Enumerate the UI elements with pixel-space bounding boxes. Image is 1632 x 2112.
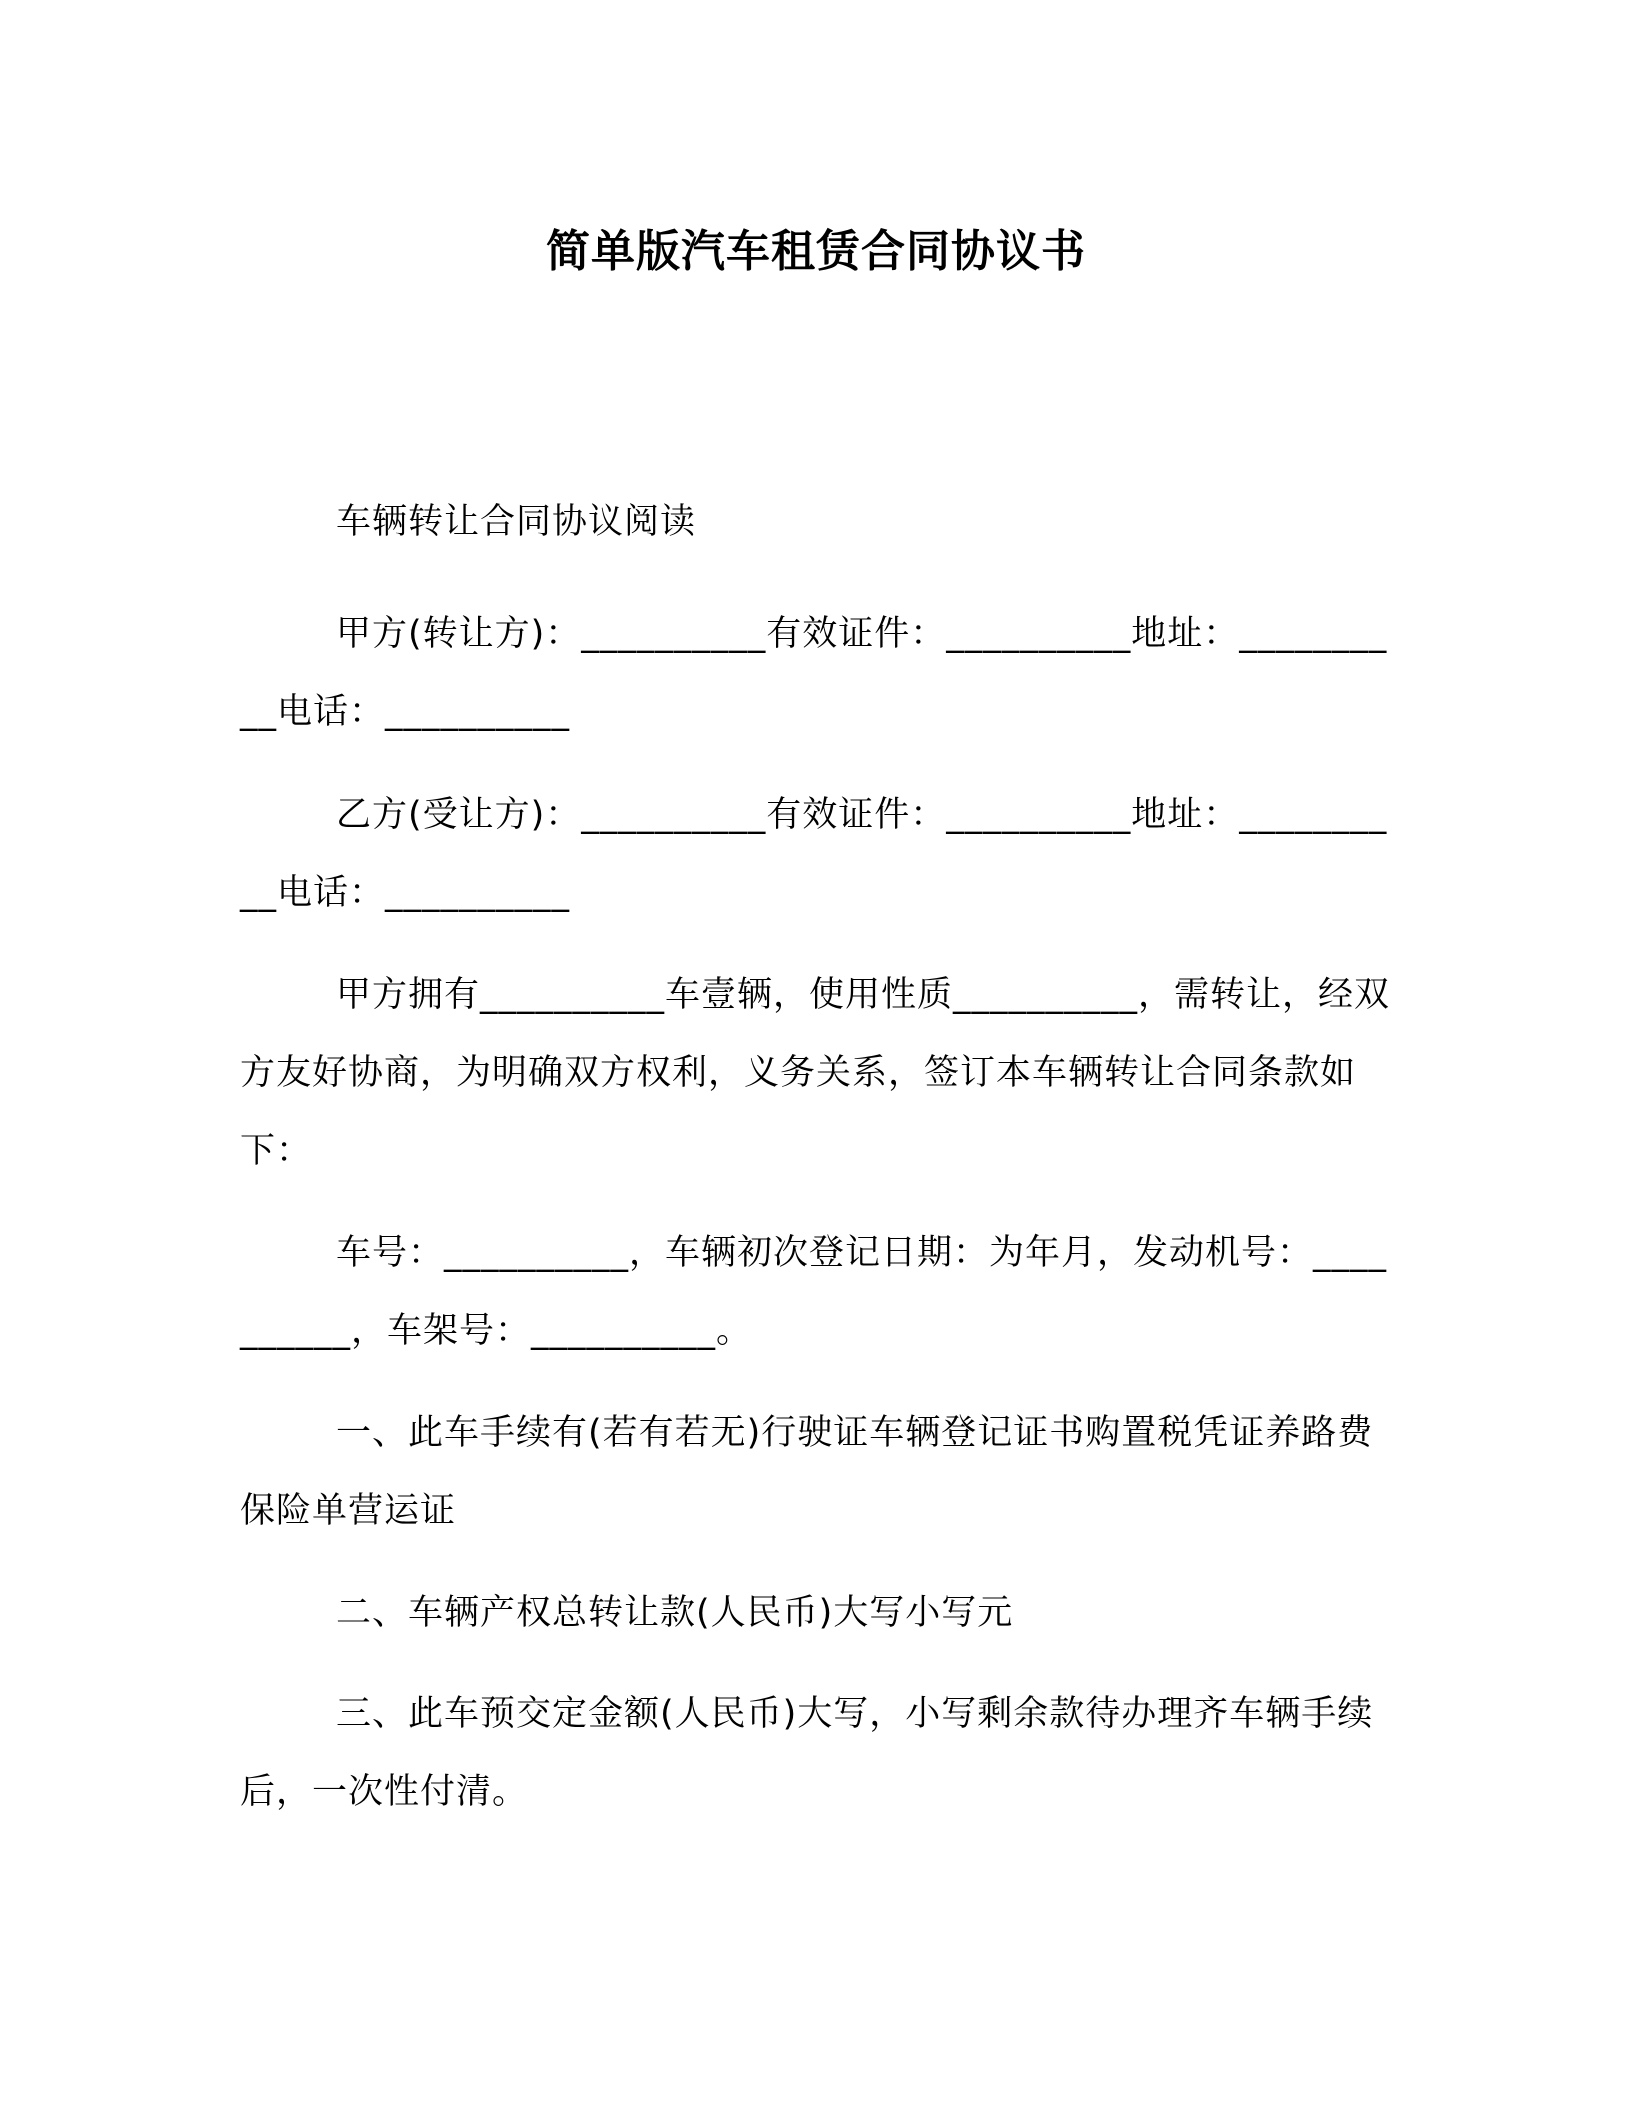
paragraph-clause-3: 三、此车预交定金额(人民币)大写，小写剩余款待办理齐车辆手续后，一次性付清。 (240, 1694, 1374, 1812)
paragraph-party-a: 甲方(转让方)：__________有效证件：__________地址：__________电话：__________ (240, 614, 1388, 732)
paragraph-intro: 车辆转让合同协议阅读 (336, 502, 697, 542)
paragraph-clause-1: 一、此车手续有(若有若无)行驶证车辆登记证书购置税凭证养路费保险单营运证 (240, 1413, 1374, 1531)
paragraph-party-b: 乙方(受让方)：__________有效证件：__________地址：__________电话：__________ (240, 795, 1388, 913)
paragraph-vehicle-ownership: 甲方拥有__________车壹辆，使用性质__________，需转让，经双方友好协商，为明确双方权利，义务关系，签订本车辆转让合同条款如下： (240, 975, 1391, 1171)
paragraph-vehicle-info: 车号：__________，车辆初次登记日期：为年月，发动机号：__________，车架号：__________。 (240, 1233, 1388, 1351)
document-title: 简单版汽车租赁合同协议书 (546, 226, 1086, 277)
paragraph-clause-2: 二、车辆产权总转让款(人民币)大写小写元 (336, 1593, 1014, 1633)
